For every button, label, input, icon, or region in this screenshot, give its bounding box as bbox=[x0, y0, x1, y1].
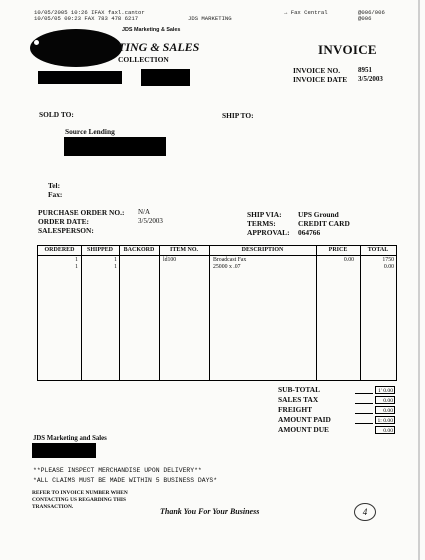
terms-label: TERMS: bbox=[247, 219, 276, 228]
fax-header-line1: 10/05/2005 10:26 IFAX faxl.cantor bbox=[34, 9, 145, 16]
header-backord: BACKORD bbox=[123, 247, 155, 253]
company-logo-text: TING & SALES bbox=[118, 40, 200, 54]
salesperson-label: SALESPERSON: bbox=[38, 226, 94, 235]
claims-notice: *ALL CLAIMS MUST BE MADE WITHIN 5 BUSINESS DAYS* bbox=[33, 477, 218, 484]
tel-label: Tel: bbox=[48, 181, 61, 190]
sales-tax-label: SALES TAX bbox=[278, 395, 319, 404]
footer-address-redaction bbox=[32, 443, 96, 458]
fax-page-count-2: @006 bbox=[358, 15, 372, 22]
row1-shipped: 1 bbox=[114, 257, 117, 263]
col-divider bbox=[119, 246, 120, 380]
company-name-small: JDS Marketing & Sales bbox=[122, 27, 181, 33]
total-rule bbox=[355, 403, 373, 404]
total-rule bbox=[355, 413, 373, 414]
row2-shipped: 1 bbox=[114, 264, 117, 270]
po-value: N/A bbox=[138, 208, 151, 216]
ship-via-label: SHIP VIA: bbox=[247, 210, 282, 219]
address-redaction-1 bbox=[38, 71, 122, 84]
page-number-mark: 4 bbox=[354, 503, 376, 521]
header-description: DESCRIPTION bbox=[241, 247, 284, 253]
freight-label: FREIGHT bbox=[278, 405, 313, 414]
thank-you-message: Thank You For Your Business bbox=[160, 507, 260, 516]
scan-edge bbox=[418, 0, 420, 560]
header-shipped: SHIPPED bbox=[86, 247, 113, 253]
invoice-number-label: INVOICE NO. bbox=[293, 66, 341, 75]
fax-header-destination: → Fax Central bbox=[284, 9, 328, 16]
invoice-date-value: 3/5/2003 bbox=[358, 75, 383, 83]
fax-label: Fax: bbox=[48, 190, 63, 199]
logo-redaction bbox=[30, 29, 122, 67]
row2-ordered: 1 bbox=[75, 264, 78, 270]
invoice-title: INVOICE bbox=[318, 42, 377, 57]
amount-paid-label: AMOUNT PAID bbox=[278, 415, 331, 424]
header-total: TOTAL bbox=[367, 247, 389, 253]
ship-via-value: UPS Ground bbox=[298, 210, 339, 219]
invoice-date-label: INVOICE DATE bbox=[293, 75, 348, 84]
fax-sender: JDS MARKETING bbox=[188, 15, 232, 22]
col-divider bbox=[209, 246, 210, 380]
po-label: PURCHASE ORDER NO.: bbox=[38, 208, 125, 217]
company-logo-subtitle: COLLECTION bbox=[118, 55, 169, 64]
row1-description: Broadcast Fax bbox=[213, 257, 247, 263]
subtotal-value: 1' 0.00 bbox=[375, 386, 395, 394]
refer-line-1: REFER TO INVOICE NUMBER WHEN bbox=[32, 490, 128, 496]
address-redaction-2 bbox=[141, 69, 190, 86]
total-rule bbox=[355, 423, 373, 424]
order-date-label: ORDER DATE: bbox=[38, 217, 89, 226]
row2-description: 25000 x .07 bbox=[213, 264, 241, 270]
approval-value: 064766 bbox=[298, 228, 321, 237]
terms-value: CREDIT CARD bbox=[298, 219, 350, 228]
row1-ordered: 1 bbox=[75, 257, 78, 263]
row1-total: 1750 bbox=[382, 257, 394, 263]
header-item-no: ITEM NO. bbox=[169, 247, 198, 253]
logo-dot bbox=[34, 40, 39, 45]
fax-page-count: @006/006 bbox=[358, 9, 385, 16]
col-divider bbox=[159, 246, 160, 380]
ship-to-label: SHIP TO: bbox=[222, 111, 254, 120]
refer-line-2: CONTACTING US REGARDING THIS bbox=[32, 497, 127, 503]
sold-to-label: SOLD TO: bbox=[39, 110, 74, 119]
row1-price: 0.00 bbox=[343, 257, 354, 263]
amount-due-label: AMOUNT DUE bbox=[278, 425, 329, 434]
sold-to-address-redaction bbox=[64, 137, 166, 156]
amount-paid-value: 1: 0.00 bbox=[375, 416, 395, 424]
footer-company: JDS Marketing and Sales bbox=[33, 435, 107, 442]
line-items-table bbox=[37, 245, 397, 381]
approval-label: APPROVAL: bbox=[247, 228, 290, 237]
row1-item: ld100 bbox=[163, 257, 177, 263]
sales-tax-value: 0.00 bbox=[375, 396, 395, 404]
subtotal-label: SUB-TOTAL bbox=[278, 385, 321, 394]
table-header-rule bbox=[38, 255, 396, 256]
col-divider bbox=[316, 246, 317, 380]
total-rule bbox=[355, 393, 373, 394]
inspect-notice: **PLEASE INSPECT MERCHANDISE UPON DELIVERY** bbox=[33, 467, 202, 474]
header-price: PRICE bbox=[328, 247, 348, 253]
amount-due-value: 0.00 bbox=[375, 426, 395, 434]
sold-to-name: Source Lending bbox=[65, 127, 115, 136]
refer-line-3: TRANSACTION. bbox=[32, 504, 74, 510]
header-ordered: ORDERED bbox=[44, 247, 75, 253]
fax-header-line2: 10/05/05 09:23 FAX 783 478 6217 bbox=[34, 15, 139, 22]
row2-total: 0.00 bbox=[383, 264, 394, 270]
freight-value: 0.00 bbox=[375, 406, 395, 414]
invoice-number-value: 8951 bbox=[358, 66, 372, 74]
order-date-value: 3/5/2003 bbox=[138, 217, 163, 225]
